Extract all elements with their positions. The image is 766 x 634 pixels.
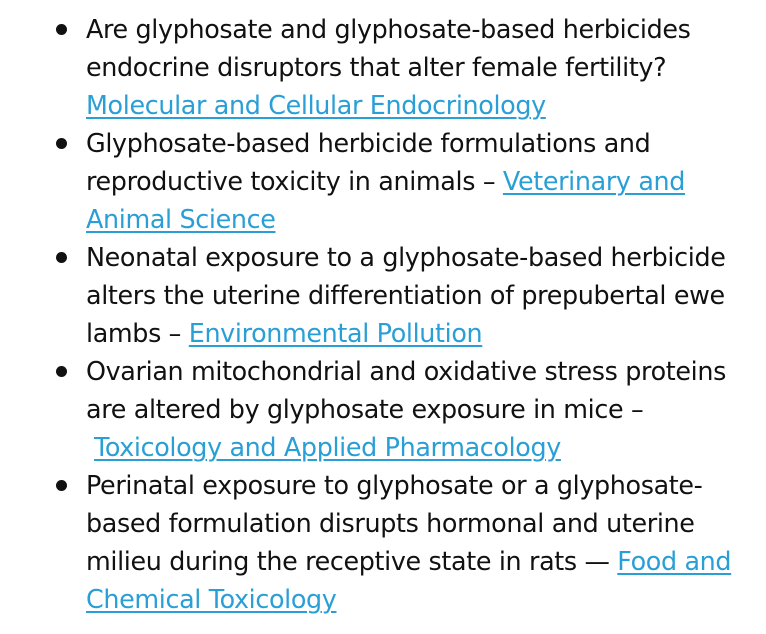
journal-link-environmental-pollution[interactable]: Environmental Pollution (188, 318, 483, 348)
item-text: Neonatal exposure to a glyphosate-based herbicide alters the uterine differentiation of prepubertal ewe lambs (86, 242, 726, 348)
list-item-fertility (0, 10, 766, 124)
item-text: Are glyphosate and glyphosate-based herbicides endocrine disruptors that alter female fertility? (86, 14, 691, 82)
item-text: Glyphosate-based herbicide formulations and reproductive toxicity in animals (86, 128, 651, 196)
journal-link-veterinary-animal-science[interactable]: Veterinary and Animal Science (86, 166, 686, 234)
journal-link-toxicology-applied-pharmacology[interactable]: Toxicology and Applied Pharmacology (94, 432, 561, 462)
item-separator: – (160, 318, 189, 348)
item-separator: – (623, 394, 644, 424)
bullet-icon (56, 252, 67, 263)
list-item-neonatal-exposure (0, 238, 766, 352)
list-item-ovarian-proteins (0, 352, 766, 466)
item-separator: — (576, 546, 618, 576)
reference-list (0, 10, 766, 618)
item-text: Perinatal exposure to glyphosate or a glyphosate-based formulation disrupts hormonal and uterine milieu during the receptive state in rats (86, 470, 703, 576)
bullet-icon (56, 138, 67, 149)
list-item-reproductive-toxicity (0, 124, 766, 238)
item-text: Ovarian mitochondrial and oxidative stress proteins are altered by glyphosate exposure in mice (86, 356, 726, 424)
journal-link-food-chemical-toxicology[interactable]: Food and Chemical Toxicology (86, 546, 732, 614)
item-separator: – (475, 166, 503, 196)
bullet-icon (56, 366, 67, 377)
bullet-icon (56, 24, 67, 35)
journal-link-molecular-cellular-endocrinology[interactable]: Molecular and Cellular Endocrinology (86, 90, 546, 120)
bullet-icon (56, 480, 67, 491)
list-item-perinatal-exposure (0, 466, 766, 618)
